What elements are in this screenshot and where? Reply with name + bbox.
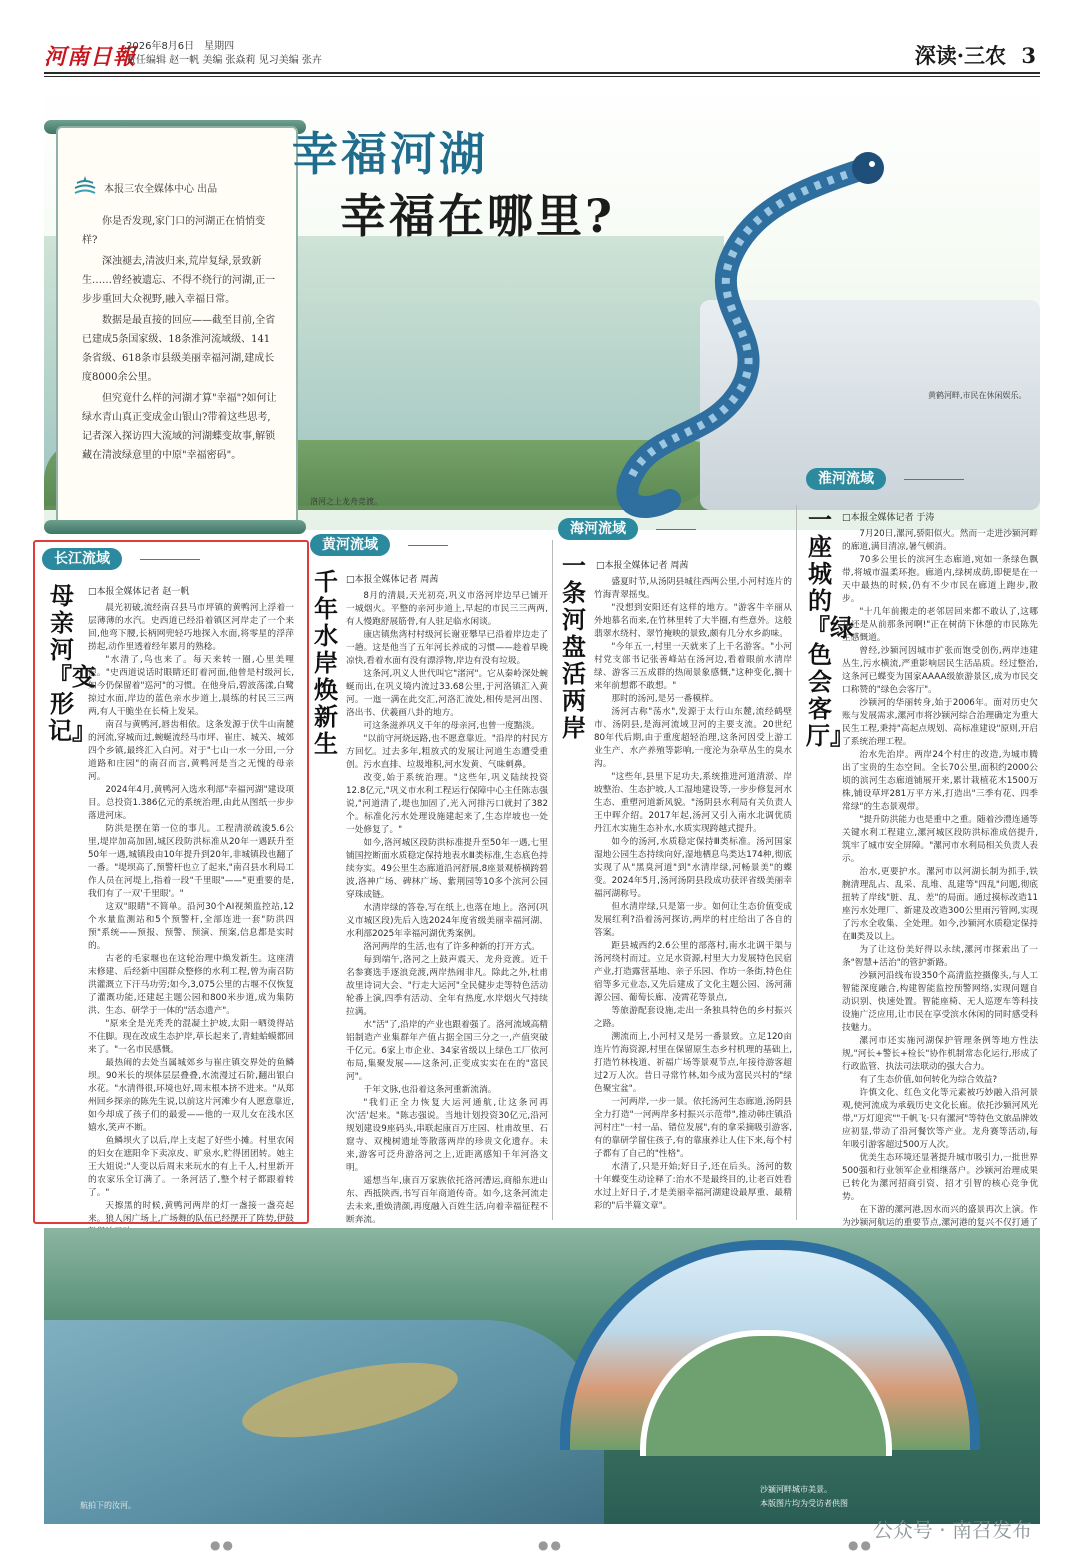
paragraph: 天擦黑的时候,黄鸭河两岸的灯一盏接一盏亮起来。狼人闲广场上,广场舞的队伍已经摆开了阵势,伊鼓 [88, 1201, 294, 1224]
intro-paragraph: 你是否发现,家门口的河湖正在悄悄变样? [82, 216, 266, 246]
paragraph: 最热闹的去处当属城郊乡与崔庄镇交界处的鱼鳞坝。90米长的坝体层层叠叠,水流漫过石阶,翻出银白水花。"水清得很,环境也好,周末根本挤不进来。"从郑州回乡探亲的陈先生说,以前这片河滩少有人愿意靠近,如今却成了孩子们的最爱——他的一双儿女在浅水区嬉水,笑声不断。 [88, 1058, 294, 1133]
basin-tag-changjiang: 长江流域 [42, 548, 122, 570]
paragraph: 距县城西约2.6公里的部落村,南水北调干渠与汤河绕村而过。立足水资源,村里大力发展特色民宿产业,打造露营基地、亲子乐园、作坊一条街,特色住宿等多元业态,又先后建成了文化主题公园、汤河蒲源公园、葡萄长廊、凌霄花等景点, [594, 941, 792, 1003]
editor-credits: 责任编辑 赵一帆 美编 张焱莉 见习美编 张卉 [126, 55, 322, 66]
paragraph: 治水先治岸。两岸24个村庄的改造,为城市腾出了宝贵的生态空间。全长70公里,面积约2000公顷的滨河生态廊道铺展开来,累计栽植花木1500万株,铺设草坪281万平方米,打造出"三季有花、四季常绿"的生态景观带。 [842, 750, 1038, 812]
paragraph: 如今的汤河,水质稳定保持Ⅲ类标准。汤河国家湿地公园生态持续向好,湿地栖息鸟类达174种,彻底实现了从"黑臭河道"到"水清岸绿,河畅景美"的蝶变。2024年5月,汤河汤阴县段成功获评省级美丽幸福河湖称号。 [594, 837, 792, 899]
paragraph: 每到端午,洛河之上鼓声震天、龙舟竞渡。近千名参赛选手逐浪竞渡,两岸热闹非凡。除此之外,杜甫故里诗词大会、"行走大运河"全民健步走等特色活动轮番上演,四季有活动、全年有热度,水岸烟火气持续拉满。 [346, 955, 548, 1017]
section-title [915, 40, 1036, 70]
article-body-haihe [594, 576, 792, 1210]
reporter-byline: □本报全媒体记者 周茜 [596, 561, 689, 571]
paragraph: 治水,更要护水。漯河市以河湖长制为抓手,铁腕清理乱占、乱采、乱堆、乱建等"四乱"问题,彻底扭转了岸线"脏、乱、差"的局面。通过摸标改造11座污水处理厂、新建及改造300公里雨污管网,实现了污水全收集、全处理。如今,沙颍河水质稳定保持在Ⅲ类及以上。 [842, 867, 1038, 942]
paragraph: 盛夏时节,从汤阴县城往西两公里,小河村连片的竹海青翠摇曳。 [594, 577, 792, 600]
basin-tag-huaihe: 淮河流域 [806, 468, 886, 490]
tag-rule [904, 479, 964, 480]
column-divider [796, 505, 797, 1220]
paragraph: 2024年4月,黄鸭河入选水利部"幸福河湖"建设项目。总投资1.386亿元的系统治理,由此从图纸一步步落进河床。 [88, 785, 294, 821]
photo-caption-boats: 洛河之上龙舟竞渡。 [310, 497, 382, 506]
paragraph: 晨光初破,流经南召县马市坪镇的黄鸭河上浮着一层薄薄的水汽。史西道已经沿着镇区河岸走了一个来回,他弯下腰,长柄网兜轻巧地探入水面,将零星的浮萍捞起,动作里透着经年累月的熟稔。 [88, 603, 294, 652]
basin-tag-haihe: 海河流域 [558, 518, 638, 540]
photo-caption-river: 航拍下的汝河。 [80, 1501, 136, 1510]
paragraph: 汤河古称"荡水",发源于太行山东麓,流经鹤壁市、汤阴县,是海河流域卫河的主要支流。20世纪80年代后期,由于重度超轻治理,这条河因受上游工业生产、水产养殖等影响,一度沦为杂草丛生的臭水沟。 [594, 707, 792, 769]
wechat-watermark: 公众号 · 南召发布 [872, 1518, 1032, 1542]
tag-rule [140, 559, 200, 560]
photo-credit: 本版图片均为受访者供图 [760, 1499, 848, 1508]
article-title-changjiang: 母亲河『变形记』 [48, 581, 96, 745]
paragraph: 如今,洛河城区段防洪标准提升至50年一遇,七里铺国控断面水质稳定保持地表水Ⅲ类标准,生态底色持续夯实。49公里生态廊道沿河舒展,8座景观桥横跨碧波,洛神广场、碑林广场、紫荆园等10多个滨河公园穿珠成链。 [346, 838, 548, 900]
paragraph: 这双"眼睛"不简单。沿河30个AI视频监控站,12个水量监测站和5个预警杆,全部连进一套"防洪四预"系统——预报、预警、预演、预案,信息都是实时的。 [88, 902, 294, 951]
issue-date: 2026年8月6日 星期四 [126, 41, 235, 52]
paragraph: 南召与黄鸭河,唇齿相依。这条发源于伏牛山南麓的河流,穿城而过,蜿蜒流经马市坪、崔庄、城关、城郊四个乡镇,最终汇入白河。对于"七山一水一分田,一分道路和庄园"的南召而言,黄鸭河是当之无愧的母亲河。 [88, 720, 294, 782]
paragraph: 曾经,沙颍河因城市扩张而饱受创伤,两岸违建丛生,污水横流,严重影响居民生活品质。经过整治,这条河已蝶变为国家AAAA级旅游景区,成为市民交口称赞的"绿色会客厅"。 [842, 646, 1038, 695]
article-title-huaihe: 一座城的『绿色会客厅』 [806, 505, 854, 750]
photo-caption-dragon: 黄鹤河畔,市民在休闲娱乐。 [928, 391, 1027, 400]
reporter-byline: □本报全媒体记者 赵一帆 [88, 587, 190, 597]
paragraph: 沙颍河沿线布设350个高清监控摄像头,与人工智能深度融合,构建智能监控预警网络,实现问题自动识别、快速处置。智能座椅、无人巡逻车等科技设施广泛应用,让市民在享受滨水休闲的同时感受科技魅力。 [842, 971, 1038, 1033]
headline-line-2: 幸福在哪里? [340, 189, 615, 243]
paragraph: 这条河,巩义人世代叫它"渚河"。它从秦岭深处蜿蜒而出,在巩义境内流过33.68公里,于河洛镇汇入黄河。一迤一满在此交汇,河洛汇流处,相传是河出图、洛出书、伏羲画八卦的地方。 [346, 669, 548, 718]
paragraph: 8月的清晨,天光初亮,巩义市洛河岸边早已铺开一城烟火。平整的亲河步道上,早起的市民三三两两,有人慢跑舒展筋骨,有人驻足临水闲谈。 [346, 591, 548, 627]
paragraph: 水"活"了,沿岸的产业也跟着强了。洛河流域高精铝制造产业集群年产值占据全国三分之一,产值突破千亿元。6家上市企业、34家省级以上绿色工厂依河布局,集聚发展——这条河,正变成实实在在的"富民河"。 [346, 1020, 548, 1082]
paragraph: 沙颍河的华丽转身,始于2006年。面对历史欠账与发展需求,漯河市将沙颍河综合治理确定为重大民生工程,秉持"高起点规划、高标准建设"原则,开启了系统治理工程。 [842, 698, 1038, 747]
paragraph: "今年五一,村里一天就来了上千名游客。"小河村党支部书记张善峰站在汤河边,看着眼前水清岸绿、游客三五成群的热闹景象感慨,"这种变化,搁十来年前想都不敢想。" [594, 642, 792, 691]
tag-rule [656, 529, 696, 530]
paragraph: "十几年前搬走的老邻居回来都不敢认了,这哪儿还是从前那条河啊!"正在树荫下休憩的市民陈先生感慨道。 [842, 607, 1038, 643]
paragraph: 可这条滋养巩义千年的母亲河,也曾一度黯淡。 [363, 721, 540, 731]
paragraph: 水清岸绿的答卷,写在纸上,也落在地上。洛河(巩义市城区段)先后入选2024年度省级美丽幸福河湖、水利部2025年幸福河湖优秀案例。 [346, 903, 548, 939]
paragraph: 许慎文化、红色文化等元素被巧妙融入沿河景观,使河流成为承载历史文化长廊。依托沙颍河风光带,"万灯迎宾""千帆飞·只有漯河"等特色文旅品牌效应初显,带动了沿河餐饮等产业。龙舟赛等活动,每年吸引游客超过500万人次。 [842, 1088, 1038, 1150]
page-dots: ●● [848, 1538, 873, 1552]
paragraph: 康店镇焦湾村村级河长谢亚攀早已沿着岸边走了一趟。这是他当了五年河长养成的习惯——趁着早晚凉快,看着水面有没有漂浮物,岸边有没有垃圾。 [346, 630, 548, 666]
paragraph: "这些年,县里下足功夫,系统推进河道清淤、岸坡整治、生态护坡,人工湿地建设等,一步步修复河水生态、重塑河道新风貌。"汤阴县水利局有关负责人王中晖介绍。2017年起,汤河又引入南水北调优质丹江水实施生态补水,水质实现跨越式提升。 [594, 772, 792, 834]
paragraph: 防洪是摆在第一位的事儿。工程清淤疏浚5.6公里,堤岸加高加固,城区段防洪标准从20年一遇跃升至50年一遇,城镇段由10年提升到20年,非城镇段也翻了一番。"堤坝高了,预警杆也立了起来,"南召县水利局工作人员在河堤上,指着一段"千里眼"——"更重要的是,我们有了一双'千里眼'。" [88, 824, 294, 899]
paragraph: "我们正全力恢复大运河通航,让这条河再次'活'起来。"陈志强说。当地计划投资30亿元,沿河规划建设9座码头,串联起康百万庄园、杜甫故里、石窟寺、双槐树遗址等散落两岸的珍贵文化遗存。未来,游客可泛舟游洛河之上,近距离感知千年河洛文明。 [346, 1098, 548, 1173]
page-dots: ●● [538, 1538, 563, 1552]
paragraph: 有了生态价值,如何转化为综合效益? [859, 1075, 998, 1085]
tag-rule [408, 545, 448, 546]
masthead [0, 0, 1080, 70]
paragraph: 水清了,只是开始;好日子,还在后头。汤河的数十年蝶变生动诠释了:治水不是最终目的,让老百姓看水过上好日子,才是美丽幸福河湖建设最厚重、最精彩的"后半篇文章"。 [594, 1162, 792, 1211]
article-body-huanghe [346, 590, 548, 1225]
masthead-rule-thin [44, 76, 1040, 77]
article-body-changjiang [88, 602, 294, 1224]
issue-meta [126, 40, 322, 68]
intro-paragraph: 但究竟什么样的河湖才算"幸福"?如何让绿水青山真正变成金山银山?带着这些思考,记者深入探访四大流域的河湖蝶变故事,解锁藏在清波绿意里的中原"幸福密码"。 [82, 393, 277, 461]
paragraph: 千年文脉,也沿着这条河重新流淌。 [363, 1085, 497, 1095]
reporter-byline: □本报全媒体记者 周茜 [346, 575, 439, 585]
paragraph: 溯流而上,小河村又是另一番景致。立足120亩连片竹海资源,村里在保留原生态乡村机理的基础上,打造竹林栈道、祈福广场等景观节点,年接待游客超过2万人次。昔日寻常竹林,如今成为富民兴村的"绿色聚宝盆"。 [594, 1032, 792, 1094]
section-name: 深读·三农 [914, 43, 1007, 68]
paragraph: "水清了,鸟也来了。每天来转一圈,心里美哩恨。"史西道说话时眼睛还盯着河面,他曾是村级河长,如今仍保留着"巡河"的习惯。在他身后,碧波荡漾,白鹭掠过水面,岸边的蓝色亲水步道上,晨练的村民三三两两,有人干脆坐在长椅上发呆。 [88, 655, 294, 717]
basin-tag-huanghe: 黄河流域 [310, 534, 390, 556]
paragraph: 优美生态环境还显著提升城市吸引力,一批世界500强和行业领军企业相继落户。沙颍河治理成果已转化为漯河招商引资、招才引智的核心竞争优势。 [842, 1153, 1038, 1202]
media-center-logo-icon [72, 174, 98, 196]
article-title-haihe: 一条河盘活两岸 [562, 551, 586, 742]
newspaper-logo: 河南日報 [44, 44, 137, 70]
producer-byline: 本报三农全媒体中心 出品 [104, 184, 218, 195]
paragraph: "以前守河烧远路,也不愿意靠近。"沿岸的村民方方回忆。过去多年,粗放式的发展让河道生态遭受重创。污水直排、垃圾堆积,河水发黄、气味刺鼻。 [346, 734, 548, 770]
paragraph: "原来全是光秃秃的混凝土护坡,太阳一晒烫得站不住脚。现在改成生态护岸,草长起来了,青蛙蛤蟆都回来了。"一名市民感慨。 [88, 1019, 294, 1055]
scroll-bottom-rod [44, 520, 306, 534]
page-dots: ●● [210, 1538, 235, 1552]
article-body-huaihe [842, 528, 1038, 1228]
paragraph: 漯河市还实施河湖保护管理条例等地方性法规,"河长+警长+检长"协作机制常态化运行,形成了行政监管、执法司法联动的强大合力。 [842, 1036, 1038, 1072]
page-number: 3 [1021, 43, 1036, 68]
paragraph: 古老的毛家堰也在这轮治理中焕发新生。这座清末修建、后经新中国群众整修的水利工程,曾为南召防洪灌溉立下汗马功劳;如今,3,075公里的古堰不仅恢复了灌溉功能,还建起主题公园和800米步道,成为集防洪、生态、研学于一体的"活态遗产"。 [88, 954, 294, 1016]
paragraph: 改变,始于系统治理。"这些年,巩义陆续投资12.8亿元,"巩义市水利工程运行保障中心主任陈志强说,"河道清了,堤也加固了,光入河排污口就封了382个。标准化污水处理设施建起来了,生态岸坡也一处一处修复了。" [346, 773, 548, 835]
paragraph: 为了让这份美好得以永续,漯河市探索出了一条"智慧+活治"的管护新路。 [842, 945, 1038, 968]
paragraph: "提升防洪能力也是重中之重。随着沙澧连通等关键水利工程建立,漯河城区段防洪标准成倍提升,筑牢了城市安全屏障。"漯河市水利局相关负责人表示。 [842, 815, 1038, 864]
paragraph: 等旅游配套设施,走出一条独具特色的乡村振兴之路。 [594, 1006, 792, 1029]
paragraph: 一河两岸,一步一景。依托汤河生态廊道,汤阴县全力打造"一河两岸多村振兴示范带",推动韩庄镇沿河村庄"一村一品、错位发展",有的拿采摘吸引游客,有的靠研学留住孩子,有的靠康养让人住下来,每个村子都有了自己的"性格"。 [594, 1097, 792, 1159]
paragraph: "没想到安阳还有这样的地方。"游客牛辛丽从外地慕名而来,在竹林里转了大半圈,有些意外。这般翡翠水绕村、翠竹掩映的景致,颇有几分水乡韵味。 [594, 603, 792, 639]
column-divider [552, 540, 553, 1220]
headline-line-1: 幸福河湖 [292, 127, 488, 181]
paragraph: 7月20日,漯河,骄阳似火。然而一走进沙颍河畔的廊道,满目清凉,暑气顿消。 [842, 529, 1038, 552]
paragraph: 那时的汤河,是另一番模样。 [611, 694, 719, 704]
intro-text [82, 212, 278, 467]
article-title-huanghe: 千年水岸焕新生 [314, 567, 338, 758]
masthead-rule [44, 72, 1040, 74]
reporter-byline: □本报全媒体记者 于涛 [842, 513, 935, 523]
paragraph: 鱼鳞坝火了以后,岸上支起了好些小摊。村里农闲的妇女在遮阳伞下卖凉皮、旷泉水,贮得团团转。她主王大姐说:"人变以后周末来玩水的有上千人,村里新开的农家乐全订满了。一条河活了,整个村子都跟着转了。" [88, 1136, 294, 1198]
intro-paragraph: 数据是最直接的回应——截至目前,全省已建成5条国家级、18条淮河流域级、141条省级、618条市县级美丽幸福河湖,建成长度8000余公里。 [82, 315, 276, 383]
paragraph: 洛河两岸的生活,也有了许多种新的打开方式。 [363, 942, 540, 952]
paragraph: 在下游的漯河港,因水而兴的盛景再次上演。作为沙颍河航运的重要节点,漯河港的复兴不仅打通了 [842, 1205, 1038, 1228]
paragraph: 但水清岸绿,只是第一步。如何让生态价值变成发展红利?沿着汤河探访,两岸的村庄给出了各自的答案。 [594, 902, 792, 938]
photo-caption-city: 沙颍河畔城市美景。 [760, 1485, 832, 1494]
paragraph: 遥想当年,康百万家族依托洛河漕运,商船东进山东、西抵陕西,书写百年商道传奇。如今,这条河流走去未来,重焕清颜,再度融入百姓生活,向着幸福征程不断奔流。 [346, 1176, 548, 1225]
intro-paragraph: 深浊褪去,清波归来,荒岸复绿,景致新生……曾经被遗忘、不得不绕行的河湖,正一步步重回大众视野,融入幸福日常。 [82, 256, 276, 305]
paragraph: 70多公里长的滨河生态廊道,宛如一条绿色飘带,将城市温柔环抱。廊道内,绿树成荫,即便是在一天中最热的时候,仍有不少市民在廊道上跑步,散步。 [842, 555, 1038, 604]
